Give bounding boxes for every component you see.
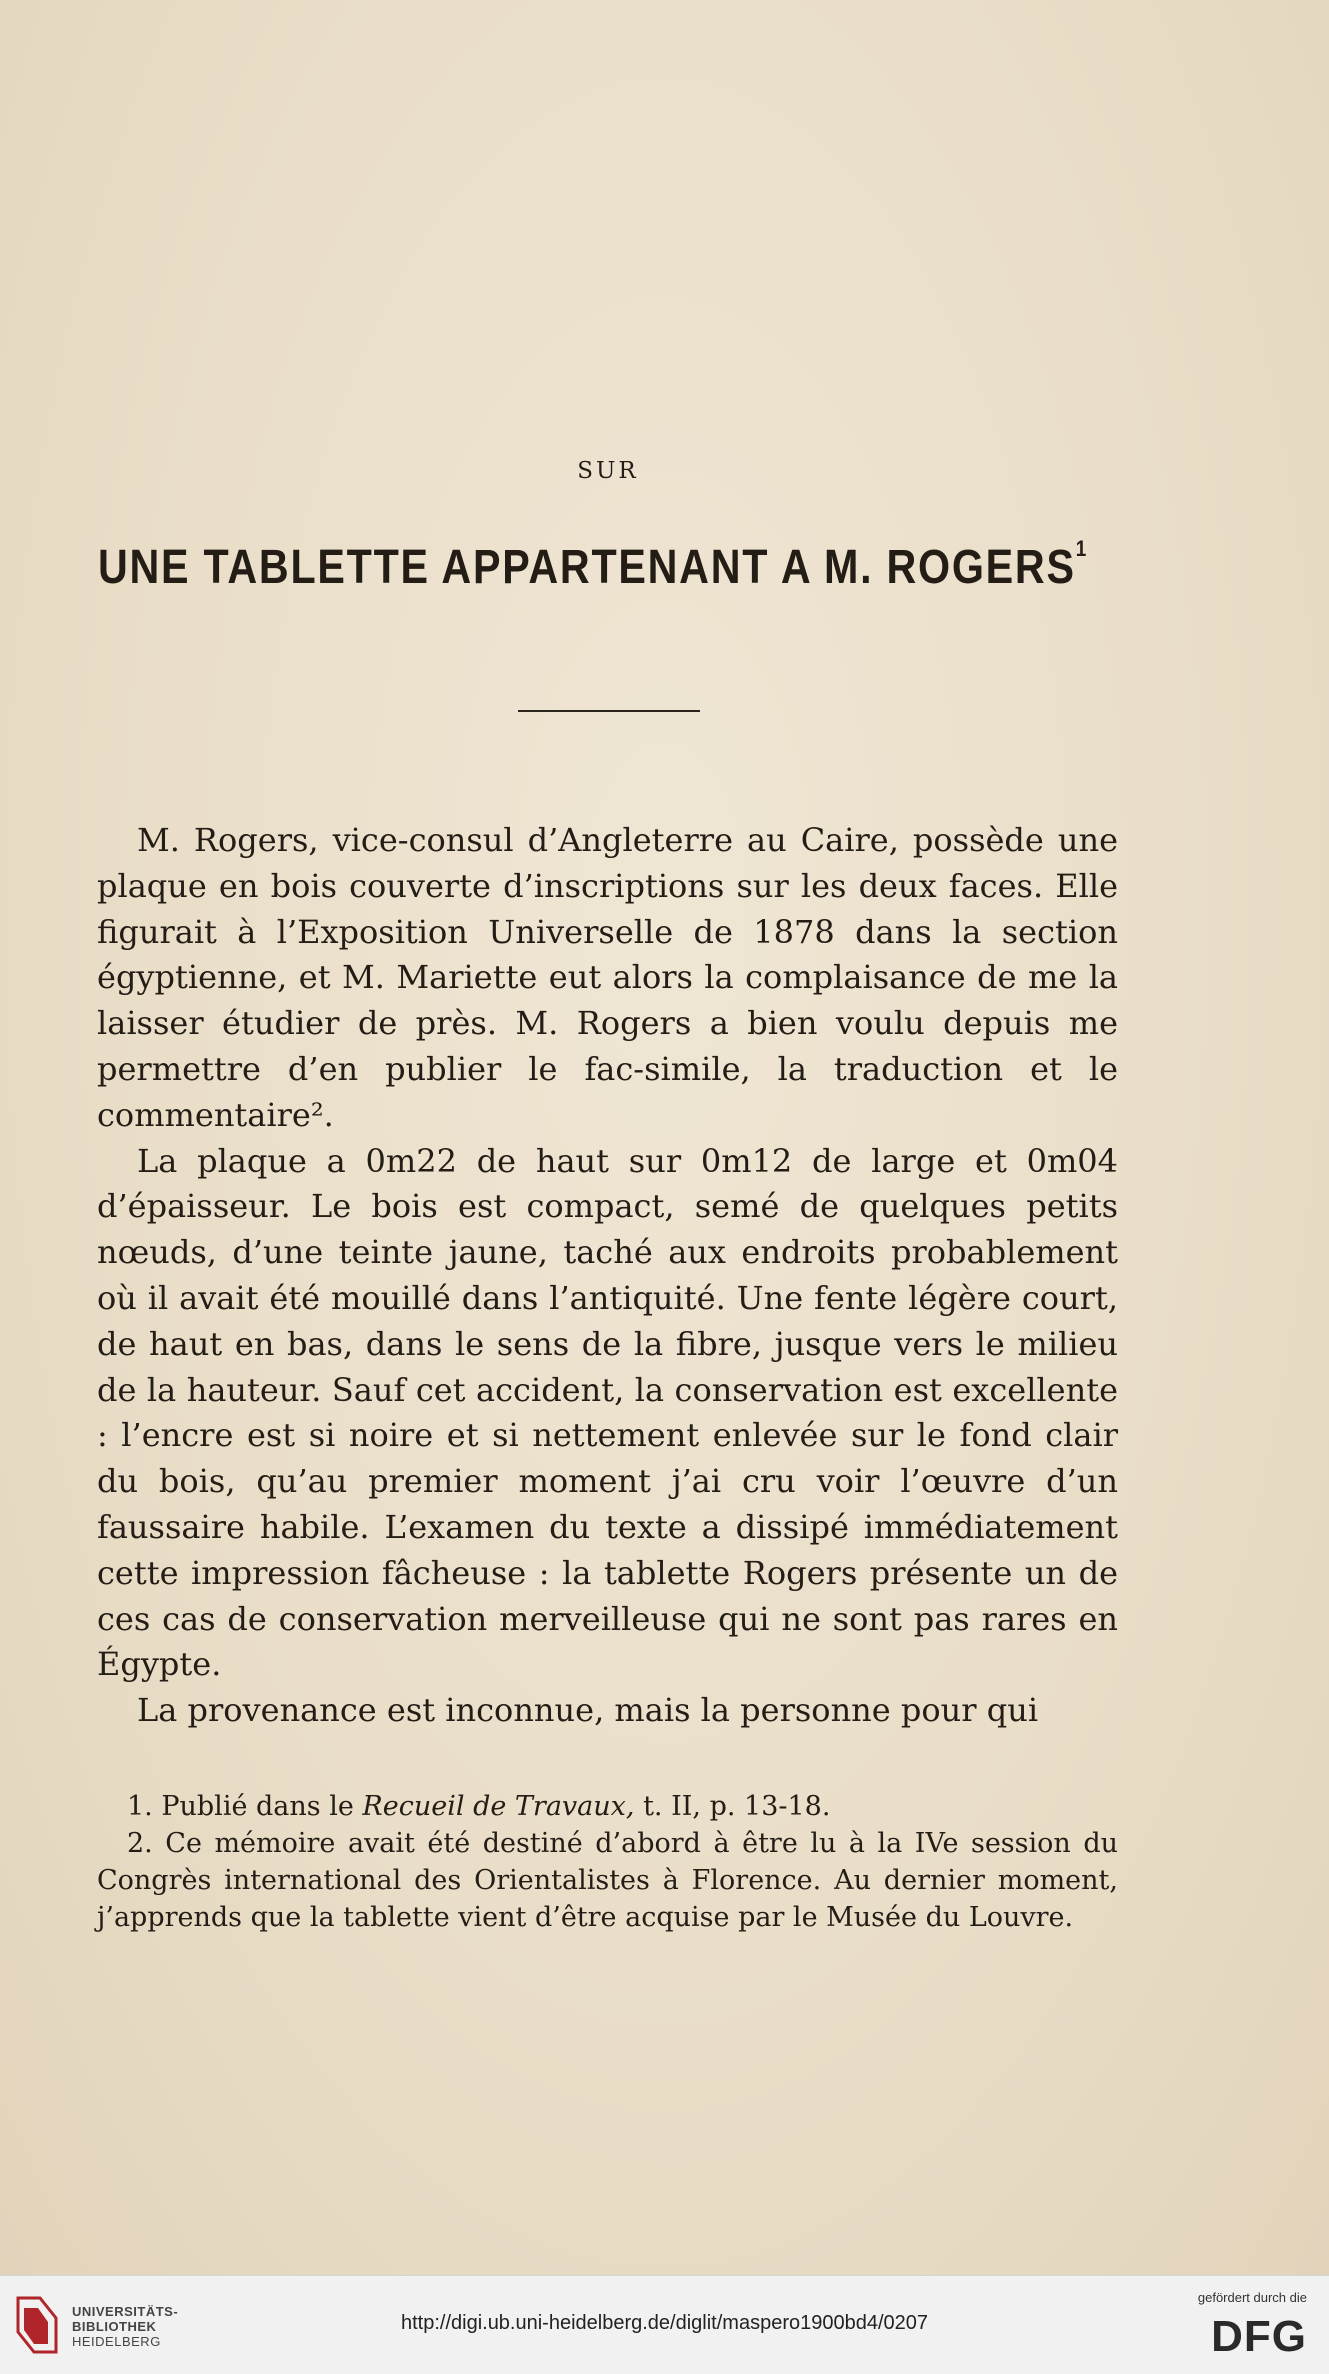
footnote-1-ref: t. II, p. 13-18. <box>634 1791 831 1822</box>
library-name-line3: HEIDELBERG <box>72 2334 161 2349</box>
viewer-footer <box>0 2275 1329 2374</box>
footnote-2-text: 2. Ce mémoire avait été destiné d’abord à être lu à la IVe session du Congrès international des Orientalistes à Florence. Au dernier moment, j’apprends que la tablette vient d’être acquise par le Musée du Louvre. <box>97 1828 1118 1933</box>
funding-note: gefördert durch die <box>1197 2290 1307 2305</box>
footnote-1-title: Recueil de Travaux, <box>362 1791 635 1822</box>
page-title <box>98 536 1088 595</box>
title-text: UNE TABLETTE APPARTENANT A M. ROGERS <box>98 541 1076 594</box>
footnote-1 <box>97 1788 1118 1825</box>
title-footnote-mark: 1 <box>1075 536 1088 561</box>
footnote-2 <box>97 1825 1118 1936</box>
title-divider <box>518 710 700 712</box>
library-name-line2: BIBLIOTHEK <box>72 2319 157 2334</box>
footnote-1-text: 1. Publié dans le <box>127 1791 363 1822</box>
footnotes <box>97 1788 1118 1936</box>
paragraph-1: M. Rogers, vice-consul d’Angleterre au Caire, possède une plaque en bois couverte d’inscriptions sur les deux faces. Elle figurait à l’Exposition Universelle de 1878 dans la section égyptienne, et M. Mariette eut alors la complaisance de me la laisser étudier de près. M. Rogers a bien voulu depuis me permettre d’en publier le fac-simile, la traduction et le commentaire². <box>97 821 1118 1134</box>
paragraph-3: La provenance est inconnue, mais la personne pour qui <box>137 1691 1039 1730</box>
heading-pre: SUR <box>577 458 639 484</box>
dfg-logo: DFG <box>1211 2312 1307 2361</box>
body-text <box>97 818 1118 1734</box>
page-url-link[interactable]: http://digi.ub.uni-heidelberg.de/diglit/maspero1900bd4/0207 <box>400 2312 929 2334</box>
paragraph-2: La plaque a 0m22 de haut sur 0m12 de large et 0m04 d’épaisseur. Le bois est compact, semé de quelques petits nœuds, d’une teinte jaune, taché aux endroits probablement où il avait été mouillé dans l’antiquité. Une fente légère court, de haut en bas, dans le sens de la fibre, jusque vers le milieu de la hauteur. Sauf cet accident, la conservation est excellente : l’encre est si noire et si nettement enlevée sur le fond clair du bois, qu’au premier moment j’ai cru voir l’œuvre d’un faussaire habile. L’examen du texte a dissipé immédiatement cette impression fâcheuse : la tablette Rogers présente un de ces cas de conservation merveilleuse qui ne sont pas rares en Égypte. <box>97 1141 1118 1684</box>
library-name-line1: UNIVERSITÄTS- <box>72 2304 179 2319</box>
